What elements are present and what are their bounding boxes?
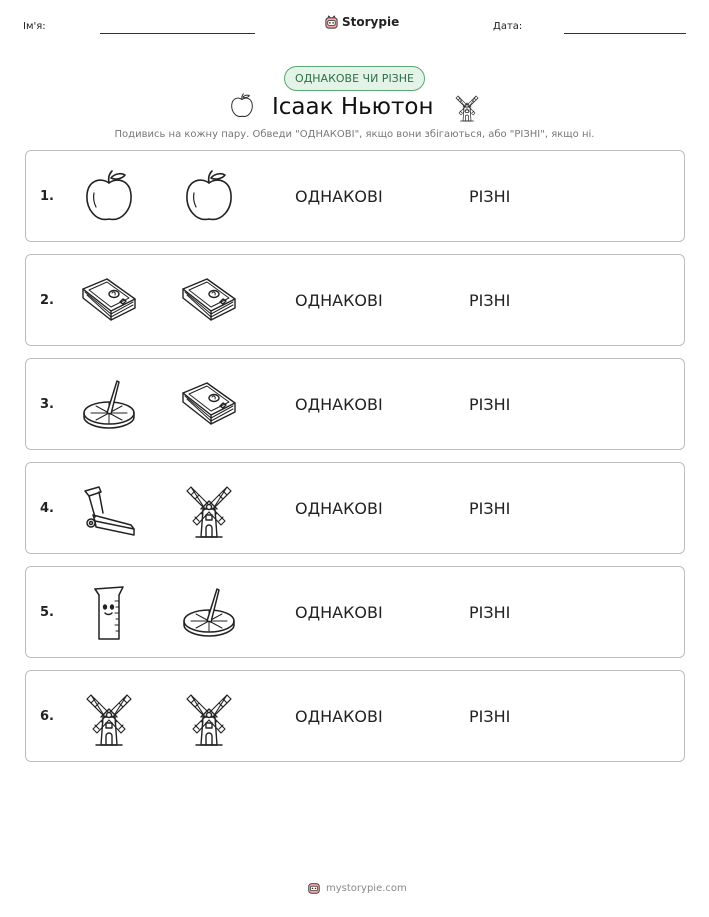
storypie-mascot-icon	[307, 881, 321, 895]
windmill-icon	[179, 687, 239, 747]
option-different[interactable]: РІЗНІ	[469, 499, 511, 518]
apple-icon	[179, 167, 239, 227]
date-label: Дата:	[493, 21, 523, 32]
date-field-line[interactable]	[564, 33, 686, 34]
row-number: 4.	[40, 501, 54, 516]
book-icon	[179, 375, 239, 435]
option-different[interactable]: РІЗНІ	[469, 187, 511, 206]
option-different[interactable]: РІЗНІ	[469, 707, 511, 726]
worksheet-header	[0, 0, 709, 44]
windmill-icon	[79, 687, 139, 747]
book-icon	[79, 271, 139, 331]
row-number: 6.	[40, 709, 54, 724]
apple-icon	[79, 167, 139, 227]
exercise-row	[25, 566, 685, 658]
row-number: 3.	[40, 397, 54, 412]
option-same[interactable]: ОДНАКОВІ	[295, 291, 383, 310]
beaker-icon	[79, 583, 139, 643]
option-same[interactable]: ОДНАКОВІ	[295, 395, 383, 414]
exercise-row	[25, 462, 685, 554]
exercise-row	[25, 150, 685, 242]
footer-url: mystorypie.com	[326, 882, 407, 894]
sundial-icon	[79, 375, 139, 435]
worksheet-type-badge: ОДНАКОВЕ ЧИ РІЗНЕ	[284, 66, 425, 91]
name-field-line[interactable]	[100, 33, 255, 34]
option-different[interactable]: РІЗНІ	[469, 603, 511, 622]
option-same[interactable]: ОДНАКОВІ	[295, 603, 383, 622]
title-row	[0, 92, 709, 124]
option-same[interactable]: ОДНАКОВІ	[295, 707, 383, 726]
brand-logo	[324, 13, 399, 31]
windmill-icon	[452, 92, 482, 122]
option-different[interactable]: РІЗНІ	[469, 291, 511, 310]
option-same[interactable]: ОДНАКОВІ	[295, 499, 383, 518]
brand-name: Storypie	[342, 15, 400, 29]
name-label: Ім'я:	[23, 21, 46, 32]
treadmill-icon	[79, 479, 139, 539]
row-number: 1.	[40, 189, 54, 204]
exercise-row	[25, 670, 685, 762]
storypie-mascot-icon	[324, 15, 339, 30]
windmill-icon	[179, 479, 239, 539]
row-number: 5.	[40, 605, 54, 620]
option-different[interactable]: РІЗНІ	[469, 395, 511, 414]
option-same[interactable]: ОДНАКОВІ	[295, 187, 383, 206]
book-icon	[179, 271, 239, 331]
exercise-row	[25, 358, 685, 450]
page-title: Ісаак Ньютон	[272, 94, 434, 120]
apple-icon	[228, 92, 256, 120]
sundial-icon	[179, 583, 239, 643]
footer	[307, 879, 407, 897]
exercise-row	[25, 254, 685, 346]
row-number: 2.	[40, 293, 54, 308]
instructions-text: Подивись на кожну пару. Обведи "ОДНАКОВІ", якщо вони збігаються, або "РІЗНІ", якщо ні.	[114, 129, 595, 140]
